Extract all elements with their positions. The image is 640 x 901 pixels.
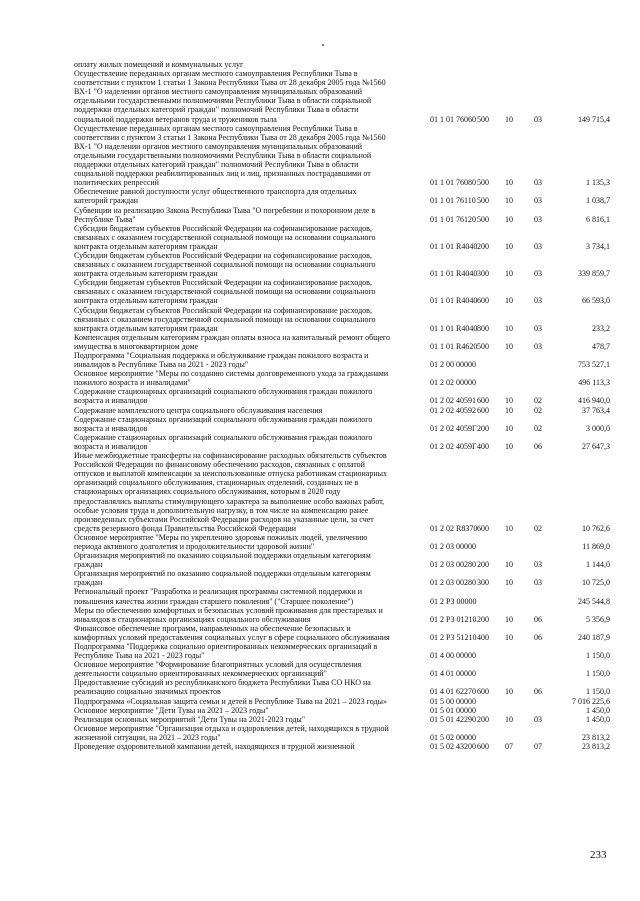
row-classification-code: 01 2 02 R8370 — [430, 523, 478, 533]
row-amount: 233,2 — [592, 323, 610, 333]
table-row — [0, 415, 640, 433]
row-classification-code: 01 4 01 00000 — [430, 669, 476, 679]
table-row — [0, 587, 640, 605]
table-row — [0, 351, 640, 369]
row-description: Субсидии бюджетам субъектов Российской Федерации на софинансирование расходов, связанных с оказанием государственной социальной помощи на основании социального контракта отдельным категориям граждан — [74, 223, 376, 251]
row-subsection: 03 — [534, 560, 542, 570]
row-amount: 753 527,1 — [578, 360, 610, 370]
row-section: 10 — [505, 323, 513, 333]
table-row — [0, 224, 640, 251]
row-expense-type: 200 — [477, 614, 489, 624]
row-classification-code: 01 2 03 00280 — [430, 560, 476, 570]
row-classification-code: 01 2 02 4059Г — [430, 423, 477, 433]
row-description: Обеспечение равной доступности услуг общественного транспорта для отдельных категорий граждан — [74, 187, 357, 206]
table-row — [0, 715, 640, 724]
table-row — [0, 606, 640, 624]
row-section: 10 — [505, 441, 513, 451]
table-row — [0, 433, 640, 451]
row-classification-code: 01 2 P3 51210 — [430, 632, 477, 642]
scan-speck — [322, 44, 324, 46]
row-amount: 37 763,4 — [582, 405, 610, 415]
row-section: 10 — [505, 560, 513, 570]
row-description: Организация мероприятий по оказанию социальной поддержки отдельным категориям граждан — [74, 569, 371, 588]
row-amount: 1 135,3 — [586, 178, 610, 188]
row-classification-code: 01 4 00 00000 — [430, 651, 476, 661]
row-section: 10 — [505, 632, 513, 642]
row-section: 10 — [505, 296, 513, 306]
row-classification-code: 01 5 01 42290 — [430, 714, 476, 724]
row-expense-type: 600 — [477, 523, 489, 533]
row-description: Подпрограмма «Социальная защита семьи и детей в Республике Тыва на 2021 – 2023 годы» — [74, 696, 387, 706]
row-expense-type: 500 — [477, 214, 489, 224]
row-classification-code: 01 2 02 40592 — [430, 405, 476, 415]
row-classification-code: 01 1 01 76120 — [430, 214, 476, 224]
row-classification-code: 01 2 P3 01210 — [430, 614, 477, 624]
row-classification-code: 01 1 01 R4040 — [430, 323, 478, 333]
row-amount: 10 762,6 — [582, 523, 610, 533]
row-section: 10 — [505, 405, 513, 415]
row-amount: 1 038,7 — [586, 196, 610, 206]
row-classification-code: 01 1 01 R4040 — [430, 241, 478, 251]
table-row — [0, 387, 640, 405]
row-amount: 339 859,7 — [578, 269, 610, 279]
row-description: Основное мероприятие "Организация отдыха и оздоровления детей, находящихся в трудной жизненной ситуации, на 2021 – 2023 годы" — [74, 723, 389, 742]
row-section: 10 — [505, 214, 513, 224]
row-subsection: 02 — [534, 523, 542, 533]
table-row — [0, 333, 640, 351]
row-amount: 1 150,0 — [586, 669, 610, 679]
table-row — [0, 551, 640, 569]
row-description: Субсидии бюджетам субъектов Российской Федерации на софинансирование расходов, связанных с оказанием государственной социальной помощи на основании социального контракта отдельным категориям граждан — [74, 305, 376, 333]
table-row — [0, 60, 640, 69]
row-subsection: 03 — [534, 341, 542, 351]
row-description: Содержание стационарных организаций социального обслуживания граждан пожилого возраста и инвалидов — [74, 414, 373, 433]
row-subsection: 03 — [534, 178, 542, 188]
table-row — [0, 124, 640, 188]
row-subsection: 03 — [534, 196, 542, 206]
row-description: Основное мероприятие "Меры по укреплению здоровья пожилых людей, увеличению периода активного долголетия и продолжительности здоровой жизни" — [74, 532, 368, 551]
row-subsection: 02 — [534, 405, 542, 415]
table-row — [0, 406, 640, 415]
row-subsection: 03 — [534, 214, 542, 224]
row-section: 10 — [505, 614, 513, 624]
row-amount: 1 450,0 — [586, 714, 610, 724]
row-description: Осуществление переданных органам местного самоуправления Республики Тыва в соответствии с пунктом 1 статьи 1 Закона Республики Тыва от 28 декабря 2005 года №1560 ВХ-1 "О наделении органов местного самоуправления муниципальных образований отдельными государственными полномочиями Республики Тыва в области социальной поддержки отдельных категорий граждан" полномочий Республики Тыва в области социальной поддержки ветеранов труда и тружеников тыла — [74, 69, 386, 124]
row-subsection: 07 — [534, 742, 542, 752]
row-description: Содержание стационарных организаций социального обслуживания граждан пожилого возраста и инвалидов — [74, 387, 373, 406]
row-subsection: 06 — [534, 687, 542, 697]
row-description: Реализация основных мероприятий "Дети Тувы на 2021-2023 годы" — [74, 714, 306, 724]
table-row — [0, 251, 640, 278]
row-amount: 7 016 225,6 — [572, 696, 610, 706]
table-row — [0, 678, 640, 696]
row-expense-type: 400 — [477, 632, 489, 642]
row-section: 10 — [505, 341, 513, 351]
row-subsection: 06 — [534, 441, 542, 451]
table-row — [0, 369, 640, 387]
row-expense-type: 600 — [477, 396, 489, 406]
row-description: Подпрограмма "Поддержка социально ориентированных некоммерческих организаций в Республике Тыва на 2021 - 2023 годы" — [74, 642, 378, 661]
row-subsection: 06 — [534, 632, 542, 642]
row-description: Субсидии бюджетам субъектов Российской Федерации на софинансирование расходов, связанных с оказанием государственной социальной помощи на основании социального контракта отдельным категориям граждан — [74, 278, 376, 306]
row-expense-type: 200 — [477, 241, 489, 251]
table-row — [0, 742, 640, 751]
row-expense-type: 500 — [477, 196, 489, 206]
row-amount: 6 816,1 — [586, 214, 610, 224]
row-description: Основное мероприятие "Меры по созданию системы долговременного ухода за гражданами пожилого возраста и инвалидами" — [74, 369, 389, 388]
row-amount: 1 144,0 — [586, 560, 610, 570]
row-expense-type: 600 — [477, 742, 489, 752]
row-classification-code: 01 1 01 R4620 — [430, 341, 478, 351]
row-section: 07 — [505, 742, 513, 752]
row-classification-code: 01 2 00 00000 — [430, 360, 476, 370]
row-section: 10 — [505, 396, 513, 406]
row-expense-type: 500 — [477, 178, 489, 188]
row-section: 10 — [505, 269, 513, 279]
row-amount: 66 593,0 — [582, 296, 610, 306]
row-description: Финансовое обеспечение программ, направленных на обеспечение безопасных и комфортных условий предоставления социальных услуг в сфере социального обслуживания — [74, 623, 390, 642]
row-classification-code: 01 4 01 62270 — [430, 687, 476, 697]
row-classification-code: 01 1 01 R4040 — [430, 296, 478, 306]
row-classification-code: 01 2 P3 00000 — [430, 596, 477, 606]
page-number: 233 — [590, 849, 607, 861]
row-description: Предоставление субсидий из республиканского бюджета Республики Тыва СО НКО на реализацию социально значимых проектов — [74, 678, 371, 697]
table-row — [0, 724, 640, 742]
budget-table — [0, 60, 640, 751]
row-section: 10 — [505, 578, 513, 588]
row-amount: 496 113,3 — [578, 378, 610, 388]
row-classification-code: 01 2 02 40591 — [430, 396, 476, 406]
row-subsection: 03 — [534, 578, 542, 588]
table-row — [0, 69, 640, 124]
row-section: 10 — [505, 714, 513, 724]
row-amount: 5 356,9 — [586, 614, 610, 624]
row-expense-type: 400 — [477, 441, 489, 451]
row-description: Содержание стационарных организаций социального обслуживания граждан пожилого возраста и инвалидов — [74, 432, 373, 451]
row-section: 10 — [505, 241, 513, 251]
row-amount: 1 150,0 — [586, 687, 610, 697]
row-amount: 23 813,2 — [582, 742, 610, 752]
table-row — [0, 706, 640, 715]
row-expense-type: 600 — [477, 687, 489, 697]
row-description: Проведение оздоровительной кампании детей, находящихся в трудной жизненной — [74, 742, 355, 752]
row-section: 10 — [505, 687, 513, 697]
row-description: Иные межбюджетные трансферты на софинансирование расходных обязательств субъектов Российской Федерации по финансовому обеспечению расходов, связанных с оплатой отпусков и выплатой компенсации за неиспользованные отпуска работникам стационарных организаций социального обслуживания, стационарных отделений, созданных не в стационарных организациях социального обслуживания, которым в 2020 году предоставлялись выплаты стимулирующего характера за выполнение особо важных работ, особые условия труда и дополнительную нагрузку, в том числе на компенсацию ранее произведенных субъектами Российской Федерации расходов на указанные цели, за счет средств резервного фонда Правительства Российской Федерации — [74, 451, 388, 533]
row-amount: 149 715,4 — [578, 114, 610, 124]
table-row — [0, 306, 640, 333]
row-amount: 245 544,8 — [578, 596, 610, 606]
row-subsection: 02 — [534, 396, 542, 406]
row-expense-type: 300 — [477, 269, 489, 279]
row-description: Основное мероприятие "Дети Тувы на 2021 – 2023 годы" — [74, 705, 269, 715]
row-subsection: 03 — [534, 714, 542, 724]
row-expense-type: 500 — [477, 114, 489, 124]
row-expense-type: 600 — [477, 405, 489, 415]
row-subsection: 03 — [534, 269, 542, 279]
row-description: Субвенции на реализацию Закона Республики Тыва "О погребении и похоронном деле в Республике Тыва" — [74, 205, 376, 224]
row-expense-type: 200 — [477, 714, 489, 724]
row-description: оплату жилых помещений и коммунальных услуг — [74, 60, 244, 69]
row-expense-type: 300 — [477, 578, 489, 588]
row-subsection: 06 — [534, 614, 542, 624]
table-row — [0, 206, 640, 224]
row-section: 10 — [505, 523, 513, 533]
row-classification-code: 01 5 01 00000 — [430, 705, 476, 715]
row-subsection: 03 — [534, 296, 542, 306]
row-amount: 478,7 — [592, 341, 610, 351]
row-description: Субсидии бюджетам субъектов Российской Федерации на софинансирование расходов, связанных с оказанием государственной социальной помощи на основании социального контракта отдельным категориям граждан — [74, 250, 376, 279]
row-classification-code: 01 2 02 4059Г — [430, 441, 477, 451]
row-amount: 10 725,0 — [582, 578, 610, 588]
table-row — [0, 533, 640, 551]
row-description: Осуществление переданных органам местного самоуправления Республики Тыва в соответствии с пунктом 3 статьи 1 Закона Республики Тыва от 28 декабря 2005 года №1560 ВХ-1 "О наделении органов местного самоуправления муниципальных образований отдельными государственными полномочиями Республики Тыва в области социальной поддержки отдельных категорий граждан" полномочий Республики Тыва в области социальной поддержки реабилитированных лиц и лиц, признанных пострадавшими от политических репрессий — [74, 123, 386, 188]
row-classification-code: 01 5 02 00000 — [430, 732, 476, 742]
row-classification-code: 01 5 02 43200 — [430, 742, 476, 752]
row-classification-code: 01 1 01 76060 — [430, 114, 476, 124]
row-amount: 416 940,0 — [578, 396, 610, 406]
row-description: Меры по обеспечению комфортных и безопасных условий проживания для престарелых и инвалидов в стационарных организациях социального обслуживания — [74, 605, 383, 624]
row-classification-code: 01 1 01 76080 — [430, 178, 476, 188]
row-description: Основное мероприятие "Формирование благоприятных условий для осуществления деятельности социально ориентированных некоммерческих организаций" — [74, 660, 362, 679]
table-row — [0, 660, 640, 678]
table-row — [0, 187, 640, 205]
row-expense-type: 600 — [477, 296, 489, 306]
row-amount: 1 150,0 — [586, 651, 610, 661]
row-description: Организация мероприятий по оказанию социальной поддержки отдельным категориям граждан — [74, 551, 371, 570]
row-expense-type: 200 — [477, 423, 489, 433]
table-row — [0, 451, 640, 533]
row-subsection: 03 — [534, 114, 542, 124]
row-amount: 1 450,0 — [586, 705, 610, 715]
row-description: Содержание комплексного центра социального обслуживания населения — [74, 405, 323, 415]
row-expense-type: 800 — [477, 323, 489, 333]
row-section: 10 — [505, 178, 513, 188]
row-description: Компенсация отдельным категориям граждан оплаты взноса на капитальный ремонт общего имущества в многоквартирном доме — [74, 332, 390, 351]
row-section: 10 — [505, 423, 513, 433]
row-amount: 240 187,9 — [578, 632, 610, 642]
row-section: 10 — [505, 196, 513, 206]
row-expense-type: 500 — [477, 341, 489, 351]
row-subsection: 02 — [534, 423, 542, 433]
row-subsection: 03 — [534, 241, 542, 251]
row-expense-type: 200 — [477, 560, 489, 570]
table-row — [0, 569, 640, 587]
row-classification-code: 01 2 03 00280 — [430, 578, 476, 588]
row-subsection: 03 — [534, 323, 542, 333]
row-classification-code: 01 1 01 76110 — [430, 196, 476, 206]
table-row — [0, 642, 640, 660]
row-description: Подпрограмма "Социальная поддержка и обслуживание граждан пожилого возраста и инвалидов в Республике Тыва на 2021 - 2023 годы" — [74, 351, 369, 370]
row-amount: 23 813,2 — [582, 732, 610, 742]
row-amount: 3 000,0 — [586, 423, 610, 433]
row-description: Региональный проект "Разработка и реализация программы системной поддержки и повышения качества жизни граждан старшего поколения" ("Старшее поколение") — [74, 587, 363, 606]
table-row — [0, 697, 640, 706]
row-section: 10 — [505, 114, 513, 124]
row-amount: 3 734,1 — [586, 241, 610, 251]
row-classification-code: 01 5 00 00000 — [430, 696, 476, 706]
row-classification-code: 01 2 03 00000 — [430, 541, 476, 551]
table-row — [0, 278, 640, 305]
table-row — [0, 624, 640, 642]
row-amount: 11 869,0 — [582, 541, 610, 551]
row-classification-code: 01 2 02 00000 — [430, 378, 476, 388]
row-amount: 27 647,3 — [582, 441, 610, 451]
row-classification-code: 01 1 01 R4040 — [430, 269, 478, 279]
